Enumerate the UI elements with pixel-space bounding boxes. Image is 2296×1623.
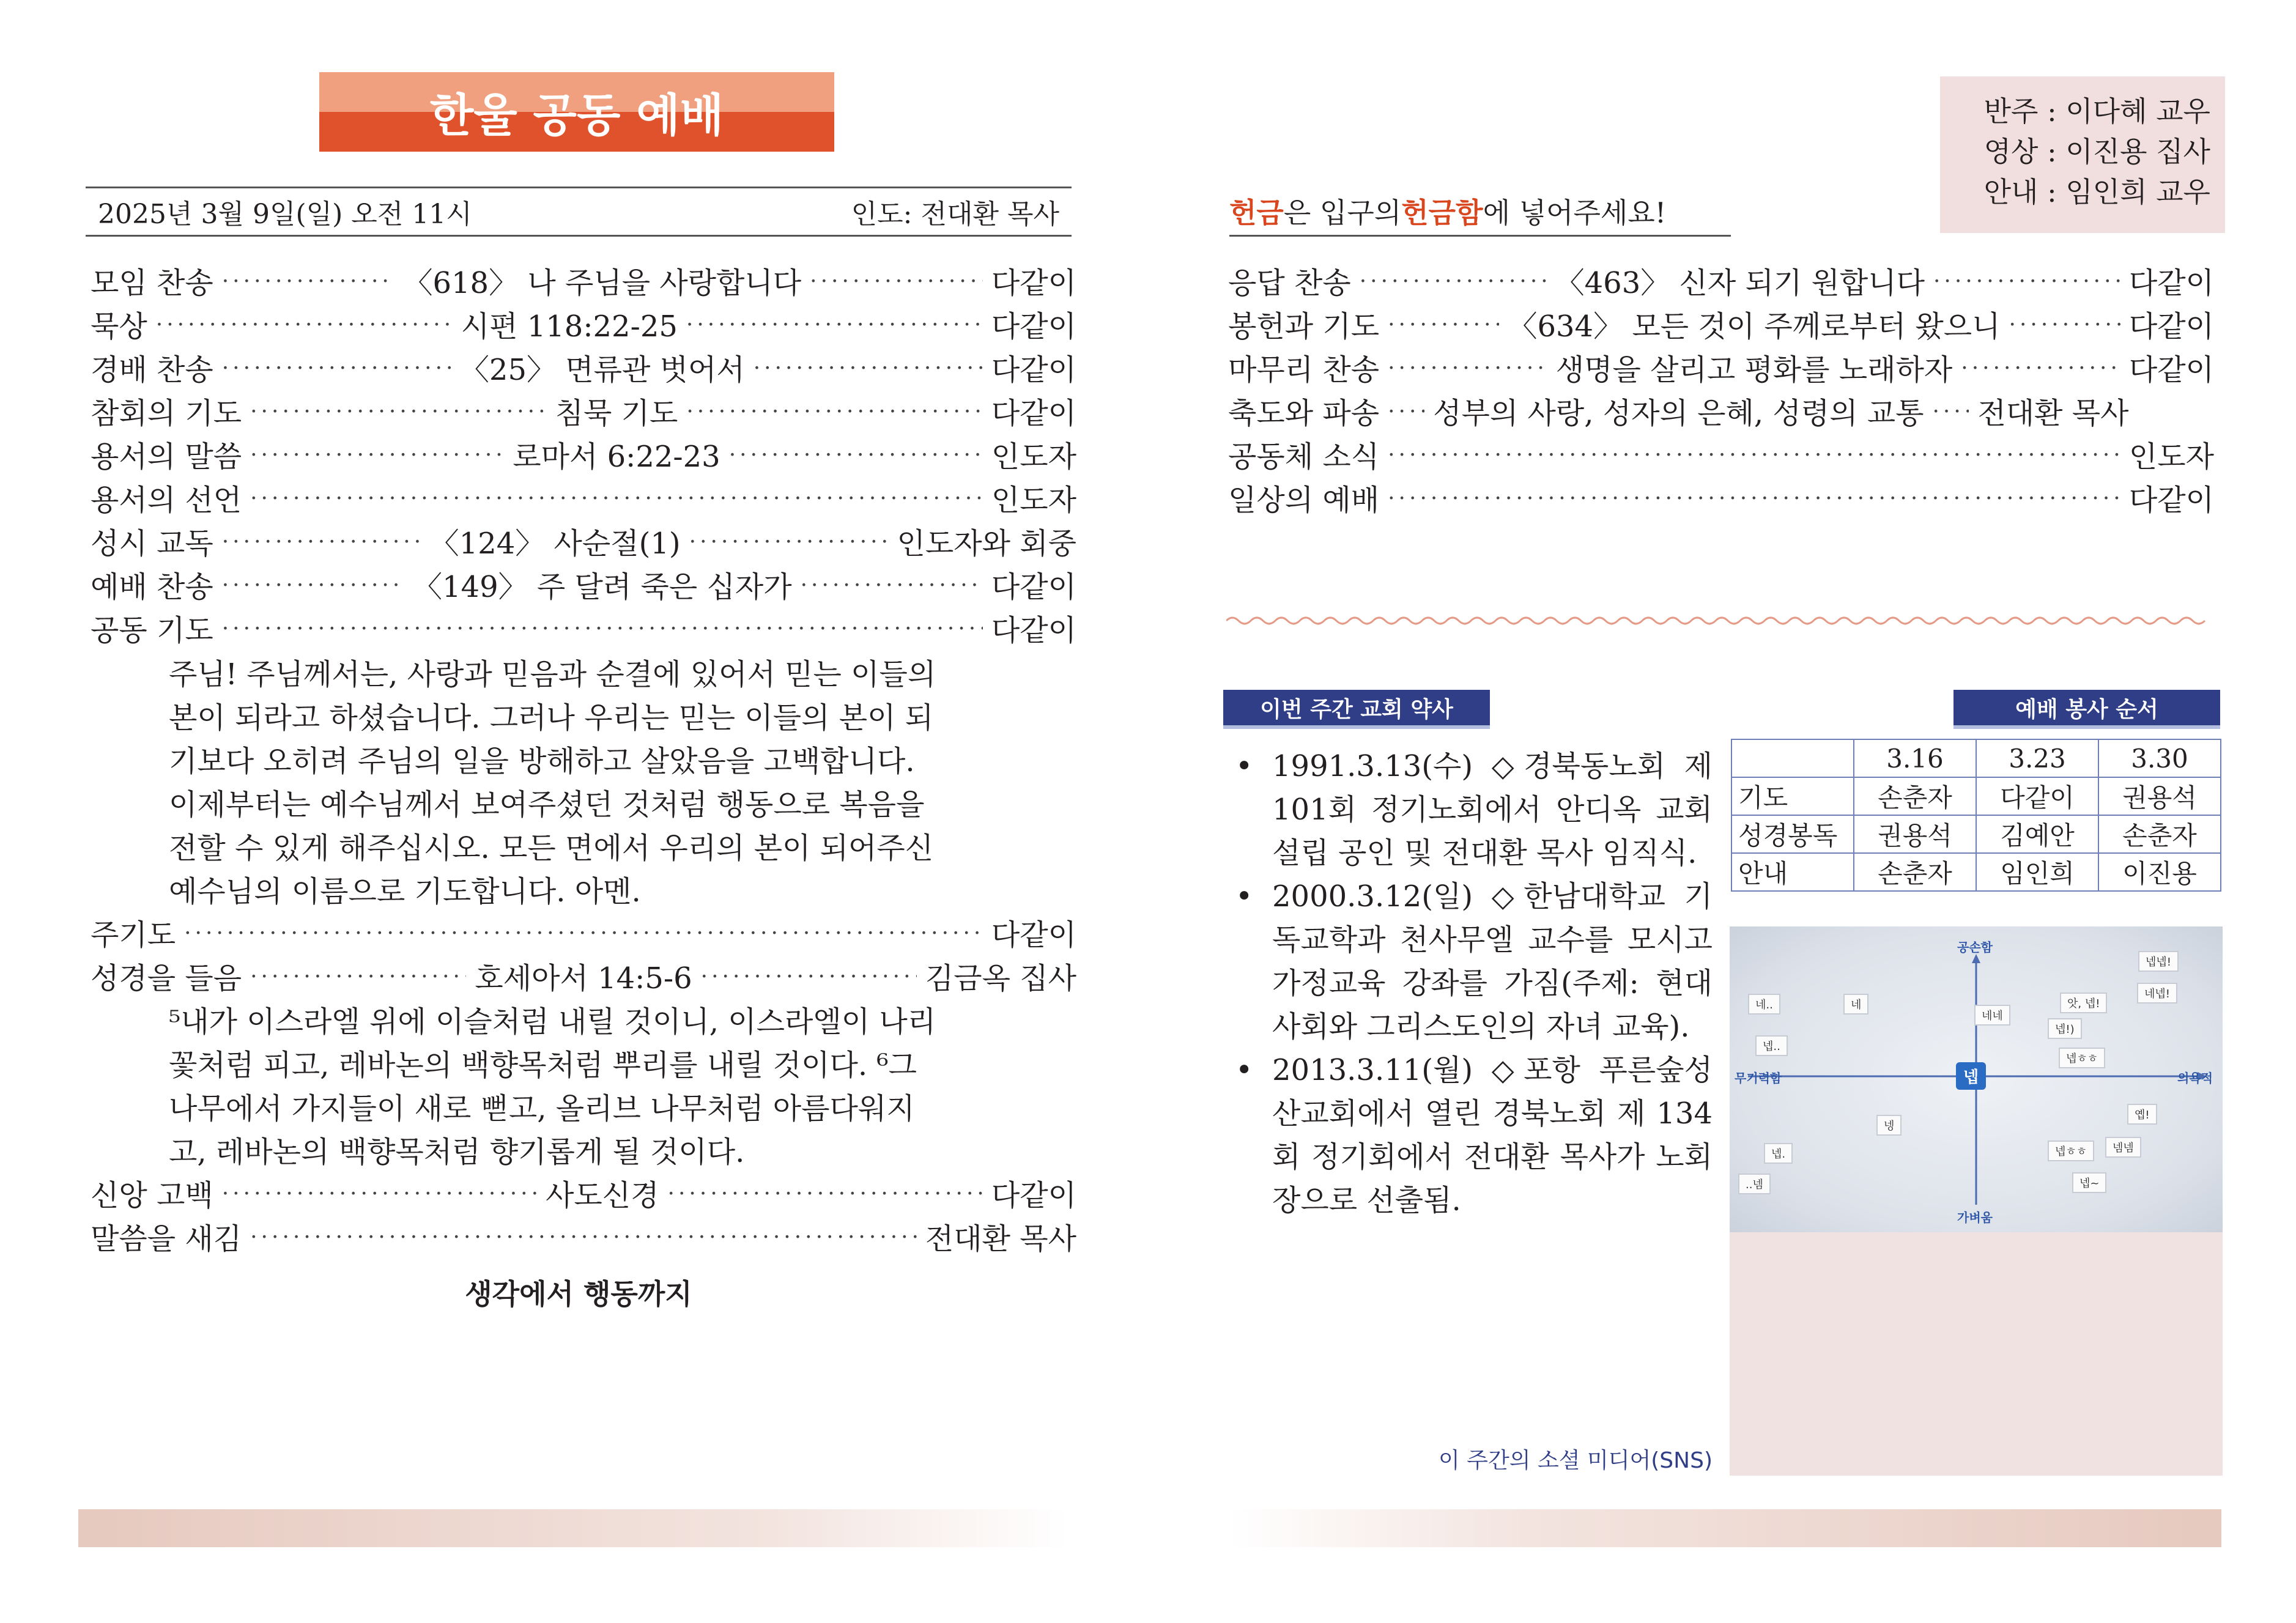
order-row [91, 1218, 1076, 1261]
axis-label-bottom: 가벼움 [1957, 1210, 1993, 1225]
offering-highlight: 헌금 [1229, 196, 1284, 229]
word-tag: 넵ㅎㅎ [2059, 1048, 2105, 1068]
table-row [1731, 815, 2221, 853]
table-header-row [1731, 739, 2221, 777]
order-who: 인도자 [2128, 440, 2214, 474]
order-label: 참회의 기도 [91, 396, 242, 431]
staff-line: 반주 : 이다혜 교우 [1983, 95, 2210, 128]
order-row [91, 914, 1076, 957]
history-header: 이번 주간 교회 약사 [1223, 690, 1490, 729]
order-who: 다같이 [991, 396, 1076, 431]
order-row [91, 349, 1076, 392]
center-tag: 넵 [1956, 1062, 1986, 1090]
name-cell: 다같이 [1976, 777, 2098, 815]
offering-text: 은 입구의 [1283, 196, 1402, 229]
footer-bar-left [78, 1509, 1068, 1547]
order-row [91, 305, 1076, 349]
order-who: 다같이 [991, 570, 1076, 604]
footer-bar-right [1229, 1509, 2221, 1547]
order-of-worship-part4 [1228, 262, 2214, 517]
word-tag: 넵. [1764, 1143, 1793, 1164]
order-label: 경배 찬송 [91, 353, 213, 387]
order-row [91, 566, 1076, 609]
order-who: 인도자 [991, 440, 1076, 474]
role-cell: 성경봉독 [1731, 815, 1854, 853]
service-leader: 인도: 전대환 목사 [851, 199, 1059, 230]
table-row [1731, 777, 2221, 815]
word-tag: ..넴 [1738, 1174, 1771, 1194]
word-tag: 옙! [2127, 1104, 2157, 1125]
table-corner [1731, 739, 1854, 777]
order-row [91, 522, 1076, 566]
order-label: 일상의 예배 [1228, 483, 1380, 517]
history-item: • 2000.3.12(일) ◇한남대학교 기독교학과 천사무엘 교수를 모시고 가정교육 강좌를 가짐(주제: 현대사회와 그리스도인의 자녀 교육). [1229, 875, 1713, 1049]
service-header: 예배 봉사 순서 [1953, 690, 2220, 729]
order-label: 마무리 찬송 [1228, 353, 1380, 387]
history-item: • 1991.3.13(수) ◇경북동노회 제 101회 정기노회에서 안디옥 교회 설립 공인 및 전대환 목사 임직식. [1229, 745, 1713, 875]
order-who: 인도자 [991, 483, 1076, 517]
order-label: 공동 기도 [91, 613, 213, 648]
order-label: 신앙 고백 [91, 1178, 213, 1213]
axis-label-left: 무기력함 [1735, 1071, 1782, 1085]
date-header: 3.30 [2098, 739, 2221, 777]
order-row [91, 1174, 1076, 1218]
order-row [1228, 392, 2214, 435]
order-content: 호세아서 14:5-6 [475, 961, 692, 996]
order-label: 용서의 말씀 [91, 440, 242, 474]
word-tag: 네넵! [2137, 983, 2177, 1004]
order-who: 다같이 [991, 1178, 1076, 1213]
order-content: 〈149〉 주 달려 죽은 십자가 [413, 570, 792, 604]
table-row [1731, 853, 2221, 891]
word-tag: 넵~ [2072, 1172, 2106, 1193]
name-cell: 손춘자 [2098, 815, 2221, 853]
prayer-line: 전할 수 있게 해주십시오. 모든 면에서 우리의 본이 되어주신 [169, 831, 934, 865]
order-of-worship-part3 [91, 1174, 1076, 1256]
name-cell: 김예안 [1976, 815, 2098, 853]
word-tag: 앗, 넵! [2060, 993, 2107, 1013]
scripture-line: 나무에서 가지들이 새로 뻗고, 올리브 나무처럼 아름다워지 [169, 1092, 915, 1126]
order-content: 침묵 기도 [555, 396, 678, 431]
order-label: 말씀을 새김 [91, 1222, 242, 1256]
order-row [91, 479, 1076, 522]
order-label: 모임 찬송 [91, 266, 213, 300]
order-label: 응답 찬송 [1228, 266, 1351, 300]
word-tag: 넵.. [1755, 1035, 1788, 1056]
order-row [91, 262, 1076, 305]
name-cell: 임인희 [1976, 853, 2098, 891]
word-tag: 넴넴 [2105, 1137, 2141, 1158]
order-label: 봉헌과 기도 [1228, 309, 1380, 344]
order-who: 인도자와 회중 [897, 527, 1076, 561]
page-title: 한울 공동 예배 [429, 89, 724, 142]
prayer-line: 예수님의 이름으로 기도합니다. 아멘. [169, 874, 641, 909]
scripture-line: 고, 레바논의 백향목처럼 향기롭게 될 것이다. [169, 1135, 745, 1169]
staff-line: 안내 : 임인희 교우 [1983, 176, 2210, 209]
order-of-worship-part2 [91, 914, 1076, 996]
prayer-line: 이제부터는 예수님께서 보여주셨던 것처럼 행동으로 복음을 [169, 788, 925, 822]
order-who: 다같이 [2128, 483, 2214, 517]
prayer-line: 본이 되라고 하셨습니다. 그러나 우리는 믿는 이들의 본이 되 [169, 701, 934, 735]
order-label: 용서의 선언 [91, 483, 242, 517]
order-content: 시편 118:22-25 [461, 309, 678, 344]
sermon-title: 생각에서 행동까지 [465, 1277, 692, 1311]
name-cell: 손춘자 [1854, 777, 1976, 815]
sns-caption: 이 주간의 소셜 미디어(SNS) [1438, 1448, 1713, 1473]
wavy-divider [1226, 612, 2211, 630]
order-who: 다같이 [991, 353, 1076, 387]
title-banner [319, 72, 834, 152]
order-who: 전대환 목사 [1977, 396, 2129, 431]
role-cell: 기도 [1731, 777, 1854, 815]
name-cell: 권용석 [2098, 777, 2221, 815]
order-who: 다같이 [991, 918, 1076, 952]
word-tag: 네 [1843, 994, 1868, 1015]
order-content: 〈634〉 모든 것이 주께로부터 왔으니 [1508, 309, 2001, 344]
staff-box [1940, 76, 2225, 233]
date-header: 3.23 [1976, 739, 2098, 777]
order-label: 축도와 파송 [1228, 396, 1380, 431]
order-row [91, 609, 1076, 653]
axis-label-top: 공손함 [1957, 940, 1993, 955]
name-cell: 손춘자 [1854, 853, 1976, 891]
order-row [1228, 349, 2214, 392]
order-row [1228, 479, 2214, 522]
scripture-line: ⁵내가 이스라엘 위에 이슬처럼 내릴 것이니, 이스라엘이 나리 [169, 1005, 936, 1039]
word-tag: 네.. [1748, 994, 1780, 1015]
order-who: 다같이 [991, 309, 1076, 344]
word-tag: 넵!) [2048, 1018, 2082, 1039]
order-who: 김금옥 집사 [925, 961, 1076, 996]
order-who: 다같이 [2128, 309, 2214, 344]
order-label: 성시 교독 [91, 527, 213, 561]
scripture-line: 꽃처럼 피고, 레바논의 백향목처럼 뿌리를 내릴 것이다. ⁶그 [169, 1048, 917, 1082]
order-of-worship-part1 [91, 262, 1076, 648]
prayer-line: 기보다 오히려 주님의 일을 방해하고 살았음을 고백합니다. [169, 744, 915, 778]
order-row [91, 392, 1076, 435]
order-label: 공동체 소식 [1228, 440, 1380, 474]
order-content: 〈618〉 나 주님을 사랑합니다 [403, 266, 802, 300]
order-who: 전대환 목사 [925, 1222, 1076, 1256]
order-content: 로마서 6:22-23 [513, 440, 720, 474]
order-row [1228, 262, 2214, 305]
order-row [1228, 435, 2214, 479]
order-content: 〈25〉 면류관 벗어서 [459, 353, 745, 387]
service-schedule-table [1731, 739, 2221, 892]
order-label: 주기도 [91, 918, 176, 952]
staff-line: 영상 : 이진용 집사 [1983, 135, 2210, 168]
sns-image-panel [1730, 926, 2223, 1476]
offering-highlight: 헌금함 [1401, 196, 1483, 229]
service-date: 2025년 3월 9일(일) 오전 11시 [98, 199, 472, 230]
order-label: 예배 찬송 [91, 570, 213, 604]
order-who: 다같이 [2128, 353, 2214, 387]
word-tag: 넹 [1876, 1115, 1902, 1136]
date-bar [86, 187, 1072, 237]
offering-notice [1229, 187, 1731, 237]
prayer-line: 주님! 주님께서는, 사랑과 믿음과 순결에 있어서 믿는 이들의 [169, 657, 936, 692]
role-cell: 안내 [1731, 853, 1854, 891]
common-prayer-text [169, 653, 1013, 914]
order-row [91, 435, 1076, 479]
scripture-text [169, 1000, 1013, 1174]
word-tag: 넵ㅎㅎ [2048, 1141, 2094, 1161]
offering-text: 에 넣어주세요! [1483, 196, 1667, 229]
order-who: 다같이 [991, 266, 1076, 300]
order-content: 〈124〉 사순절(1) [429, 527, 681, 561]
axis-label-right: 의욕적 [2177, 1071, 2213, 1085]
sns-photo [1730, 926, 2223, 1232]
order-row [1228, 305, 2214, 349]
name-cell: 이진용 [2098, 853, 2221, 891]
order-content: 생명을 살리고 평화를 노래하자 [1555, 353, 1953, 387]
name-cell: 권용석 [1854, 815, 1976, 853]
order-label: 성경을 들음 [91, 961, 242, 996]
word-tag: 네네 [1974, 1005, 2010, 1026]
date-header: 3.16 [1854, 739, 1976, 777]
word-tag: 넵넵! [2138, 951, 2179, 972]
history-item: • 2013.3.11(월) ◇포항 푸른숲성산교회에서 열린 경북노회 제 134회 정기회에서 전대환 목사가 노회장으로 선출됨. [1229, 1049, 1713, 1222]
order-label: 묵상 [91, 309, 147, 344]
order-content: 성부의 사랑, 성자의 은혜, 성령의 교통 [1433, 396, 1924, 431]
order-content: 〈463〉 신자 되기 원합니다 [1555, 266, 1925, 300]
order-who: 다같이 [991, 613, 1076, 648]
order-content: 사도신경 [546, 1178, 659, 1213]
church-history-list [1229, 745, 1713, 1222]
order-row [91, 957, 1076, 1000]
order-who: 다같이 [2128, 266, 2214, 300]
